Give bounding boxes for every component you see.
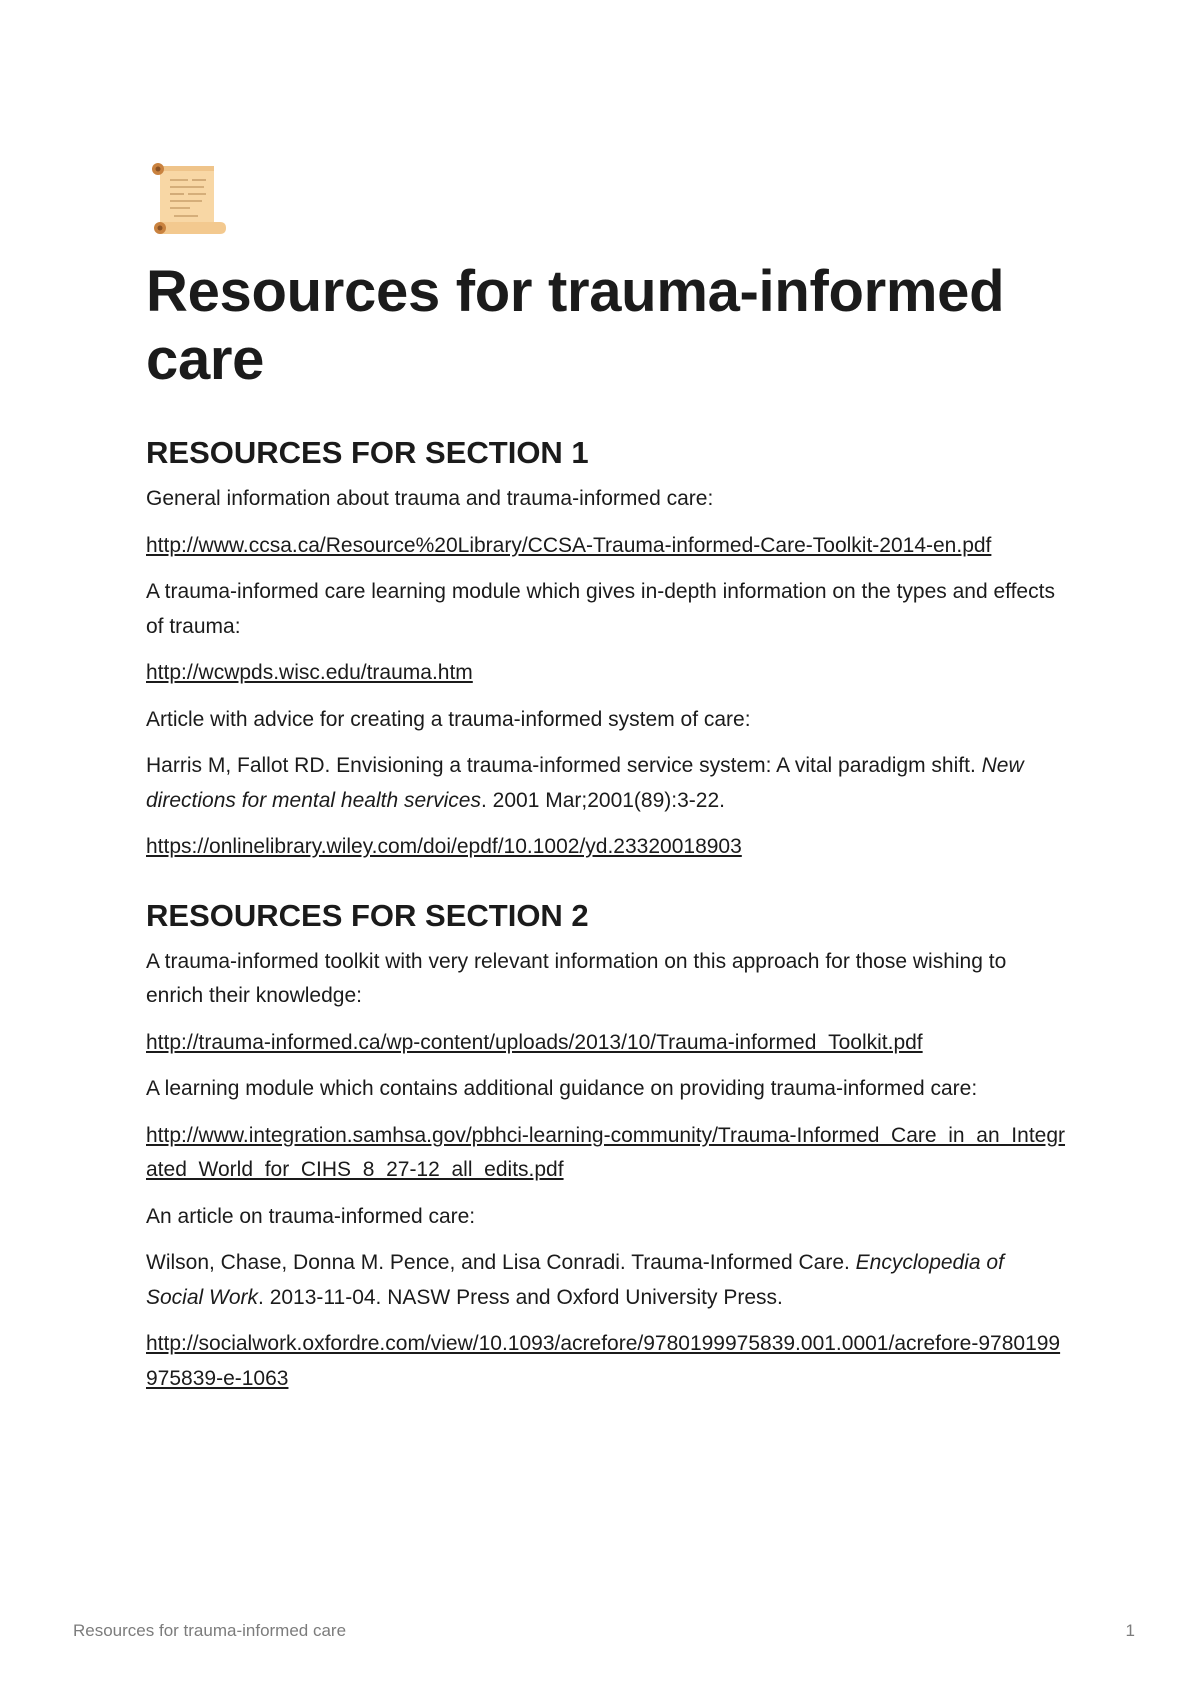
section-1-intro-1: General information about trauma and trauma-informed care: xyxy=(146,487,714,510)
document-page xyxy=(146,160,1066,1408)
footer-page-number: 1 xyxy=(1125,1621,1135,1640)
section-2-link-2[interactable]: http://www.integration.samhsa.gov/pbhci-learning-community/Trauma-Informed_Care_in_an_Integrated_World_for_CIHS_8_27-12_all_edits.pdf xyxy=(146,1123,1066,1181)
section-2-link-3-paragraph xyxy=(146,1327,1066,1396)
section-1-link-3-paragraph xyxy=(146,830,1066,865)
section-1-intro-3: Article with advice for creating a trauma-informed system of care: xyxy=(146,707,751,731)
citation-journal: New directions for mental health services xyxy=(146,754,1024,812)
citation-text: Wilson, Chase, Donna M. Pence, and Lisa Conradi. Trauma-Informed Care. xyxy=(146,1251,856,1274)
section-2-link-3[interactable]: http://socialwork.oxfordre.com/view/10.1093/acrefore/9780199975839.001.0001/acrefore-9780199975839-e-1063 xyxy=(146,1332,1061,1390)
section-2-link-1[interactable]: http://trauma-informed.ca/wp-content/uploads/2013/10/Trauma-informed_Toolkit.pdf xyxy=(146,1030,923,1054)
section-1-link-1-paragraph xyxy=(146,529,1066,564)
citation-text: Harris M, Fallot RD. Envisioning a trauma-informed service system: A vital paradigm shift. xyxy=(146,754,982,777)
section-2-link-2-paragraph xyxy=(146,1119,1066,1188)
section-1-link-2[interactable]: http://wcwpds.wisc.edu/trauma.htm xyxy=(146,661,473,684)
scroll-icon xyxy=(146,160,230,238)
section-1-link-1[interactable]: http://www.ccsa.ca/Resource%20Library/CCSA-Trauma-informed-Care-Toolkit-2014-en.pdf xyxy=(146,533,992,557)
footer-title: Resources for trauma-informed care xyxy=(73,1621,347,1640)
section-2-intro-1: A trauma-informed toolkit with very relevant information on this approach for those wishing to enrich their knowledge: xyxy=(146,949,1007,1007)
section-1-citation xyxy=(146,749,1066,818)
section-1-intro-2: A trauma-informed care learning module which gives in-depth information on the types and effects of trauma: xyxy=(146,580,1055,638)
section-1-link-2-paragraph xyxy=(146,656,1066,691)
section-1-heading: RESOURCES FOR SECTION 1 xyxy=(146,435,589,470)
section-2-link-1-paragraph xyxy=(146,1026,1066,1061)
citation-details: . 2013-11-04. NASW Press and Oxford University Press. xyxy=(258,1285,783,1309)
section-1-link-3[interactable]: https://onlinelibrary.wiley.com/doi/epdf/10.1002/yd.23320018903 xyxy=(146,835,742,858)
section-2-citation xyxy=(146,1246,1066,1315)
page-title: Resources for trauma-informed care xyxy=(146,259,1005,392)
citation-journal: Encyclopedia of Social Work xyxy=(146,1251,1004,1309)
section-2-intro-3: An article on trauma-informed care: xyxy=(146,1204,476,1228)
citation-details: . 2001 Mar;2001(89):3-22. xyxy=(481,788,725,812)
section-2-intro-2: A learning module which contains additional guidance on providing trauma-informed care: xyxy=(146,1077,978,1100)
section-2-heading: RESOURCES FOR SECTION 2 xyxy=(146,897,589,933)
